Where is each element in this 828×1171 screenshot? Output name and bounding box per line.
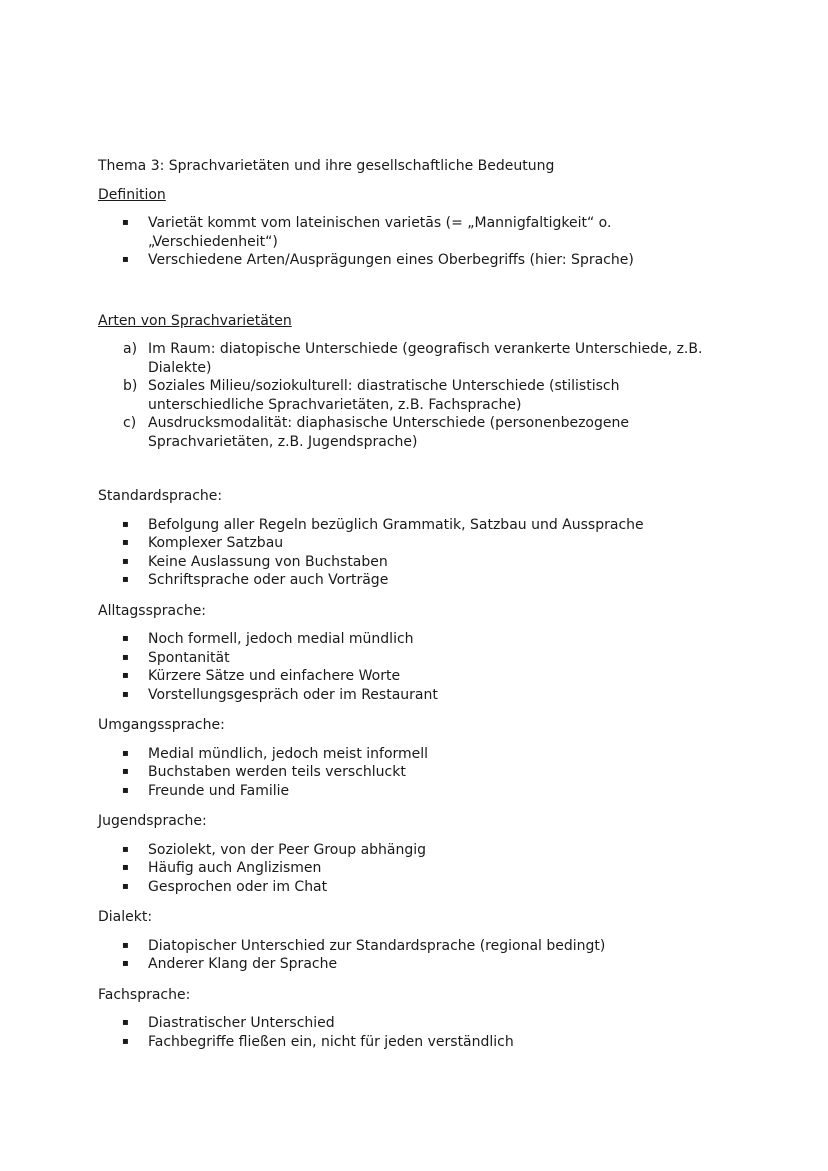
list-item-text: Vorstellungsgespräch oder im Restaurant <box>148 686 438 703</box>
list-item <box>98 667 738 686</box>
list-item-text: Soziales Milieu/soziokulturell: diastratische Unterschiede (stilistisch unterschiedliche Sprachvarietäten, z.B. Fachsprache) <box>148 378 620 413</box>
list-item-text: Diatopischer Unterschied zur Standardsprache (regional bedingt) <box>148 937 606 954</box>
definition-list <box>98 214 738 270</box>
bullet-icon: ▪ <box>122 1017 129 1028</box>
list-item <box>98 214 738 251</box>
bullet-icon: ▪ <box>122 518 129 530</box>
bullet-icon: ▪ <box>122 747 129 759</box>
list-item-text: Anderer Klang der Sprache <box>148 956 338 972</box>
list-item-text: Freunde und Familie <box>148 782 290 799</box>
list-item <box>98 878 738 897</box>
list-item <box>98 534 738 553</box>
bullet-icon: ▪ <box>122 880 129 892</box>
section-heading-umgangssprache: Umgangssprache: <box>98 717 225 733</box>
list-item <box>98 553 738 572</box>
bullet-icon: ▪ <box>122 688 129 700</box>
list-item <box>98 686 738 705</box>
list-item-text: Verschiedene Arten/Ausprägungen eines Oberbegriffs (hier: Sprache) <box>148 252 634 268</box>
bullet-icon: ▪ <box>122 784 129 796</box>
list-item-text: Gesprochen oder im Chat <box>148 878 328 895</box>
bullet-icon: ▪ <box>122 574 129 585</box>
document-page <box>98 157 738 1063</box>
section-heading-dialekt: Dialekt: <box>98 909 153 925</box>
bullet-icon: ▪ <box>122 651 129 663</box>
section-list-fachsprache <box>98 1014 738 1051</box>
document-title: Thema 3: Sprachvarietäten und ihre gesellschaftliche Bedeutung <box>98 158 555 174</box>
list-item-text: Fachbegriffe fließen ein, nicht für jeden verständlich <box>148 1033 514 1050</box>
arten-list <box>98 340 738 451</box>
section-heading-standardsprache: Standardsprache: <box>98 488 223 504</box>
section-list-umgangssprache <box>98 745 738 801</box>
list-item <box>98 571 738 590</box>
list-item <box>98 251 738 270</box>
list-item-text: Schriftsprache oder auch Vorträge <box>148 572 389 588</box>
list-item <box>98 649 738 668</box>
list-item <box>98 377 738 414</box>
bullet-icon: ▪ <box>122 254 129 265</box>
list-item <box>98 955 738 974</box>
bullet-icon: ▪ <box>122 1035 129 1047</box>
list-item-text: Ausdrucksmodalität: diaphasische Unterschiede (personenbezogene Sprachvarietäten, z.B. Jugendsprache) <box>148 415 629 450</box>
list-item-text: Buchstaben werden teils verschluckt <box>148 764 406 780</box>
list-item-text: Soziolekt, von der Peer Group abhängig <box>148 841 427 858</box>
list-item <box>98 745 738 764</box>
bullet-icon: ▪ <box>122 537 129 548</box>
list-item-text: Spontanität <box>148 649 230 666</box>
list-item-text: Im Raum: diatopische Unterschiede (geografisch verankerte Unterschiede, z.B. Dialekte) <box>148 341 703 376</box>
list-item <box>98 1014 738 1033</box>
bullet-icon: ▪ <box>122 843 129 855</box>
list-item <box>98 340 738 377</box>
section-list-dialekt <box>98 937 738 974</box>
list-item-text: Noch formell, jedoch medial mündlich <box>148 631 414 647</box>
list-marker: c) <box>123 415 137 431</box>
section-heading-alltagssprache: Alltagssprache: <box>98 602 207 619</box>
list-item <box>98 763 738 782</box>
definition-heading: Definition <box>98 186 166 203</box>
list-item-text: Häufig auch Anglizismen <box>148 860 322 876</box>
bullet-icon: ▪ <box>122 633 129 644</box>
list-item-text: Varietät kommt vom lateinischen varietās (= „Mannigfaltigkeit“ o. „Verschiedenheit“) <box>148 215 612 250</box>
list-item <box>98 1033 738 1052</box>
list-item-text: Komplexer Satzbau <box>148 535 284 551</box>
bullet-icon: ▪ <box>122 766 129 777</box>
list-item <box>98 516 738 535</box>
arten-heading: Arten von Sprachvarietäten <box>98 312 292 329</box>
list-item <box>98 841 738 860</box>
bullet-icon: ▪ <box>122 670 129 681</box>
list-item <box>98 937 738 956</box>
list-item-text: Diastratischer Unterschied <box>148 1015 335 1031</box>
list-item-text: Keine Auslassung von Buchstaben <box>148 553 388 570</box>
bullet-icon: ▪ <box>122 217 129 228</box>
section-list-jugendsprache <box>98 841 738 897</box>
list-marker: b) <box>123 378 138 394</box>
section-heading-jugendsprache: Jugendsprache: <box>98 813 207 829</box>
bullet-icon: ▪ <box>122 939 129 951</box>
section-list-standardsprache <box>98 516 738 590</box>
bullet-icon: ▪ <box>122 958 129 969</box>
list-item <box>98 782 738 801</box>
bullet-icon: ▪ <box>122 862 129 873</box>
list-marker: a) <box>123 341 138 357</box>
list-item-text: Kürzere Sätze und einfachere Worte <box>148 668 401 684</box>
list-item-text: Medial mündlich, jedoch meist informell <box>148 745 429 762</box>
section-list-alltagssprache <box>98 630 738 704</box>
bullet-icon: ▪ <box>122 555 129 567</box>
list-item-text: Befolgung aller Regeln bezüglich Grammatik, Satzbau und Aussprache <box>148 516 644 533</box>
list-item <box>98 630 738 649</box>
list-item <box>98 414 738 451</box>
section-heading-fachsprache: Fachsprache: <box>98 986 191 1003</box>
list-item <box>98 859 738 878</box>
